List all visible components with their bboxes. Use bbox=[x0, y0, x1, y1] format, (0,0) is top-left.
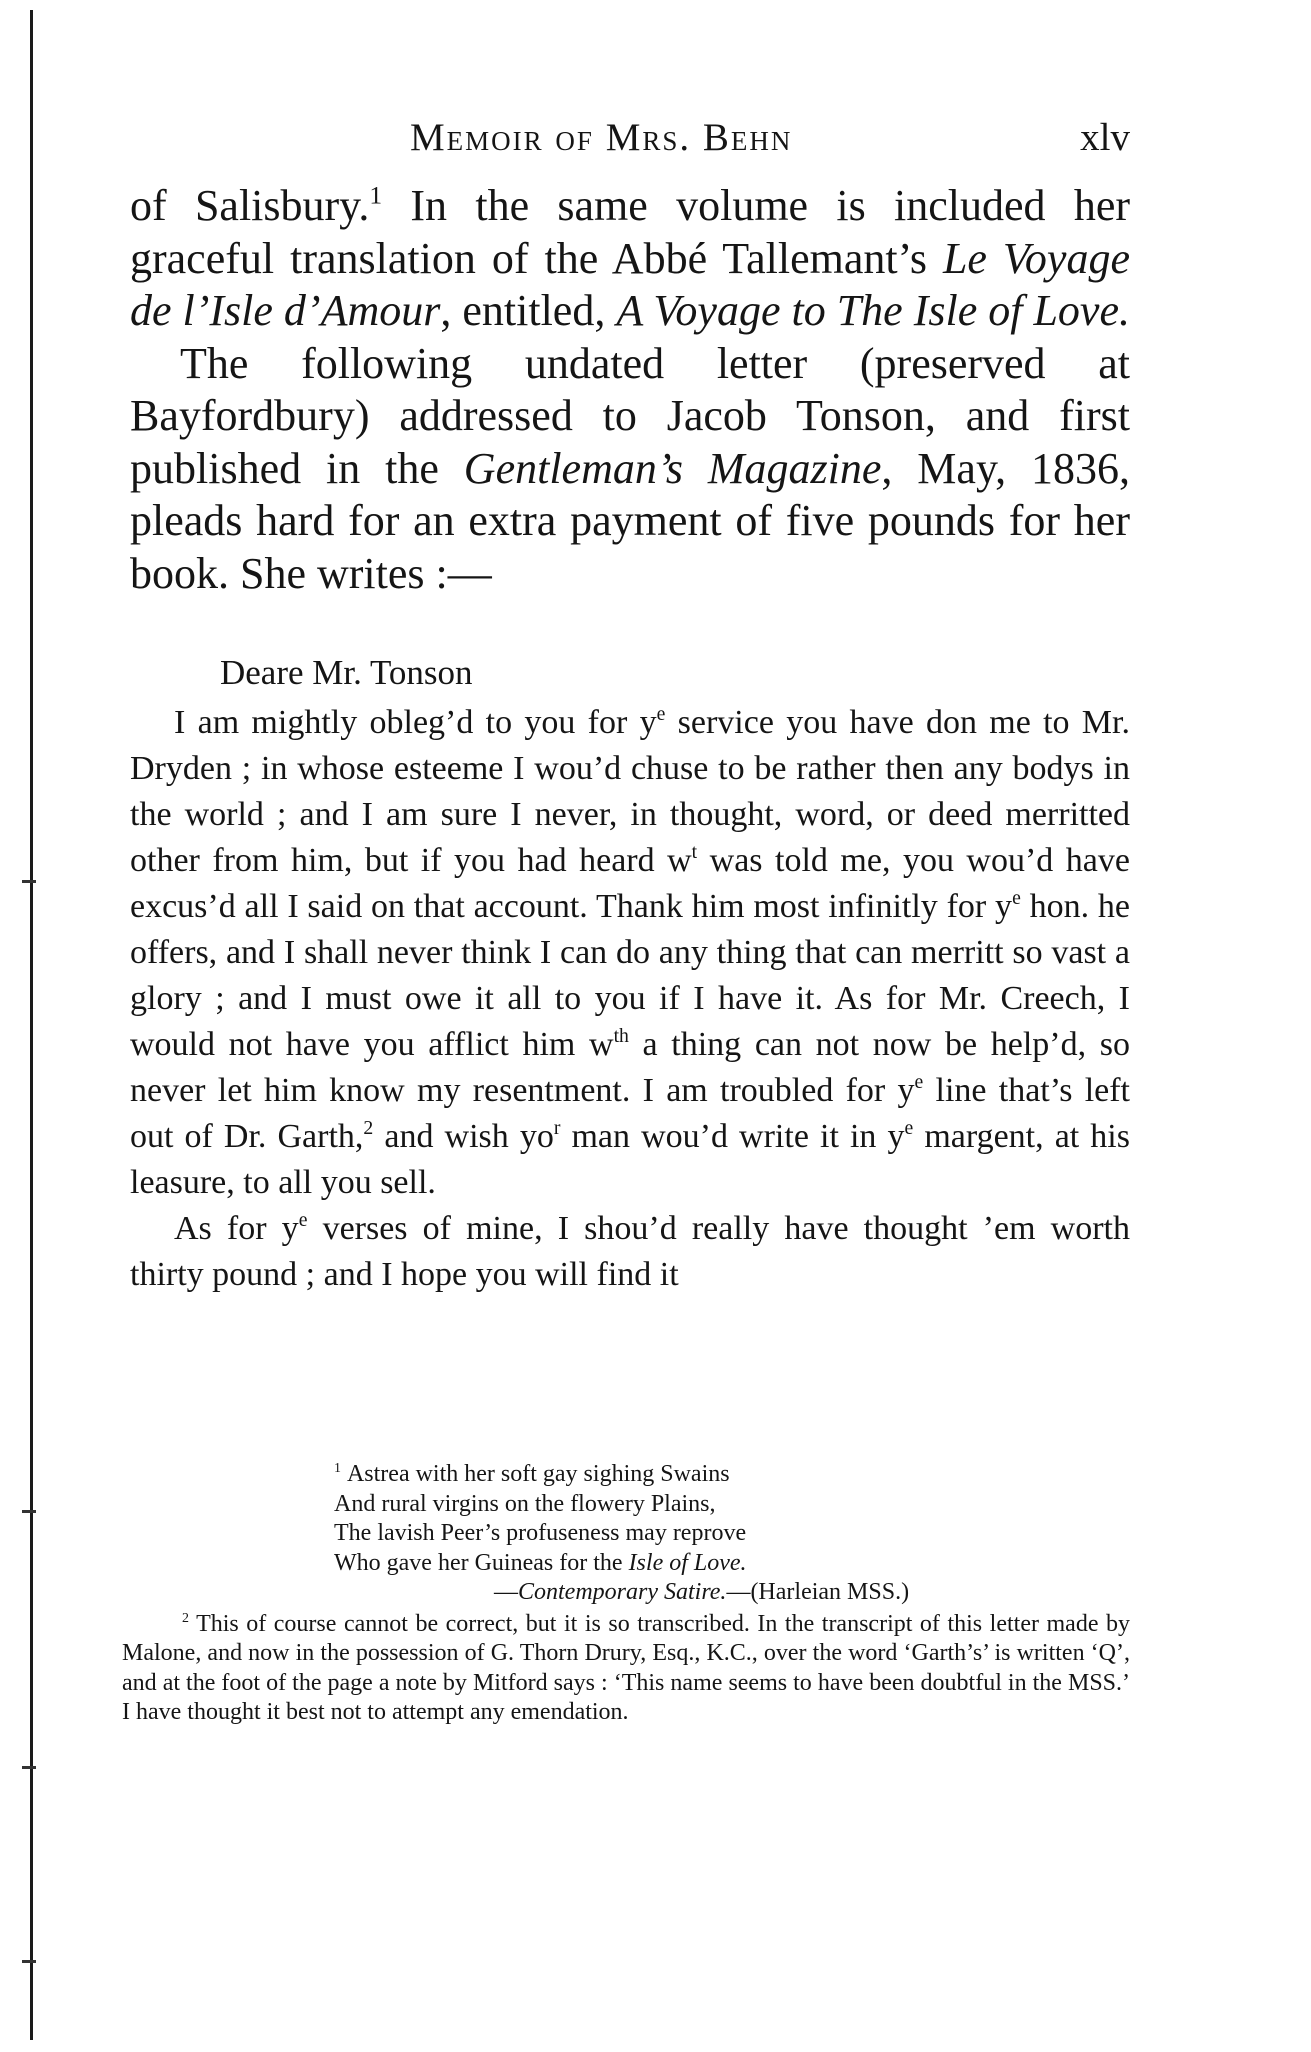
binding-rule bbox=[30, 10, 33, 2040]
letter-quotation bbox=[130, 650, 1130, 1298]
page-number: xlv bbox=[1080, 116, 1130, 159]
binding-mark bbox=[22, 880, 36, 883]
paragraph: of Salisbury.$^1$ In the same volume is included her graceful translation of the Abbé Tallemant’s Le Voyage de l’Isle d’Amour, entitled, A Voyage to The Isle of Love. bbox=[130, 180, 1130, 335]
work-title: Le Voyage de l’Isle d’Amour bbox=[130, 233, 1130, 335]
footnote-ref: 1 bbox=[369, 180, 383, 210]
binding-mark bbox=[22, 1766, 36, 1769]
running-header bbox=[130, 115, 1130, 165]
footnotes bbox=[122, 1460, 1130, 1728]
work-title: A Voyage to The Isle of Love. bbox=[616, 286, 1130, 335]
verse-line: $^1$ Astrea with her soft gay sighing Swains bbox=[334, 1460, 730, 1487]
binding-mark bbox=[22, 1960, 36, 1963]
letter-paragraph: I am mightly obleg’d to you for $y^e$ service you have don me to Mr. Dryden ; in whose esteeme I wou’d chuse to be rather then any bodys in the world ; and I am sure I never, in thought, word, or deed merritted other from him, but if you had heard $w^t$ was told me, you wou’d have excus’d all I said on that account. Thank him most infinitly for $y^e$ hon. he offers, and I shall never think I can do any thing that can merritt so vast a glory ; and I must owe it all to you if I have it. As for Mr. Creech, I would not have you afflict him $w^{th}$ a thing can not now be help’d, so never let him know my resentment. I am troubled for $y^e$ line that’s left out of Dr. Garth,$^2$ and wish $yo^r$ man wou’d write it in $y^e$ margent, at his leasure, to all you sell. bbox=[130, 703, 1130, 1201]
verse-line: Who gave her Guineas for the Isle of Love. bbox=[334, 1549, 747, 1576]
body-text bbox=[130, 180, 1130, 600]
footnote-marker: 2 bbox=[182, 1610, 189, 1626]
verse-line: The lavish Peer’s profuseness may reprove bbox=[334, 1520, 747, 1546]
footnote-ref: 2 bbox=[363, 1117, 374, 1140]
paragraph: The following undated letter (preserved at Bayfordbury) addressed to Jacob Tonson, and first published in the Gentleman’s Magazine, May, 1836, pleads hard for an extra payment of five pounds for her book. She writes :— bbox=[130, 338, 1130, 598]
letter-salutation: Deare Mr. Tonson bbox=[220, 653, 473, 692]
verse-attribution: —Contemporary Satire.—(Harleian MSS.) bbox=[494, 1579, 910, 1605]
work-title: Gentleman’s Magazine bbox=[463, 443, 882, 493]
footnote-2: $^2$ This of course cannot be correct, but it is so transcribed. In the transcript of this letter made by Malone, and now in the possession of G. Thorn Drury, Esq., K.C., over the word ‘Garth’s’ is written ‘Q’, and at the foot of the page a note by Mitford says : ‘This name seems to have been doubtful in the MSS.’ I have thought it best not to attempt any emendation. bbox=[122, 1610, 1130, 1725]
footnote-marker: 1 bbox=[334, 1460, 341, 1476]
running-title: Memoir of Mrs. Behn bbox=[410, 116, 793, 159]
letter-paragraph: As for $y^e$ verses of mine, I shou’d really have thought ’em worth thirty pound ; and I hope you will find it bbox=[130, 1209, 1130, 1293]
footnote-1 bbox=[334, 1460, 1130, 1608]
verse-line: And rural virgins on the flowery Plains, bbox=[334, 1490, 716, 1517]
binding-mark bbox=[22, 1510, 36, 1513]
